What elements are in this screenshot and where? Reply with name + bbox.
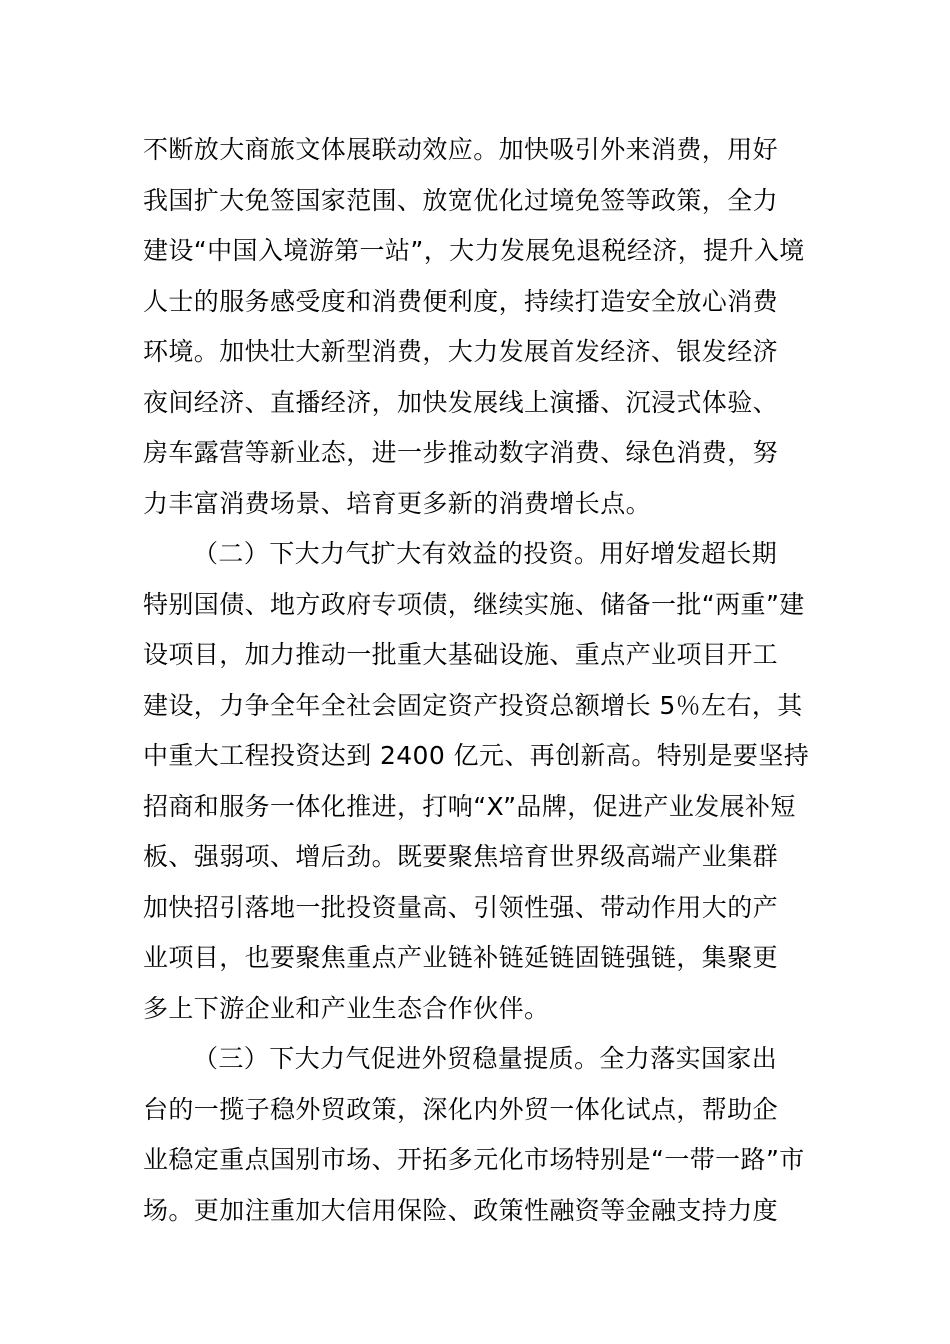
paragraph-heading-line: （三）下大力气促进外贸稳量提质。全力落实国家出 [193,1044,778,1073]
text-line: 业稳定重点国别市场、开拓多元化市场特别是“一带一路”市 [143,1145,805,1174]
text-line: 特别国债、地方政府专项债，继续实施、储备一批“两重”建 [143,589,805,619]
text-line: 人士的服务感受度和消费便利度，持续打造安全放心消费 [143,286,779,316]
text-line: 招商和服务一体化推进，打响“X”品牌，促进产业发展补短 [143,791,796,821]
text-line: 建设“中国入境游第一站”，大力发展免退税经济，提升入境 [143,236,805,265]
text-line: 夜间经济、直播经济，加快发展线上演播、沉浸式体验、 [143,387,779,417]
body-text [143,125,813,1236]
text-line: 中重大工程投资达到 2400 亿元、再创新高。特别是要坚持 [143,741,810,770]
text-line: 不断放大商旅文体展联动效应。加快吸引外来消费，用好 [143,135,779,164]
text-line: 设项目，加力推动一批重大基础设施、重点产业项目开工 [143,640,779,669]
text-line: 我国扩大免签国家范围、放宽优化过境免签等政策，全力 [143,185,779,215]
paragraph-heading-line: （二）下大力气扩大有效益的投资。用好增发超长期 [193,539,778,568]
text-line: 力丰富消费场景、培育更多新的消费增长点。 [143,488,652,518]
text-line: 多上下游企业和产业生态合作伙伴。 [143,993,550,1023]
text-line: 建设，力争全年全社会固定资产投资总额增长 5％左右，其 [143,690,803,720]
text-line: 台的一揽子稳外贸政策，深化内外贸一体化试点，帮助企 [143,1094,779,1124]
text-line: 环境。加快壮大新型消费，大力发展首发经济、银发经济 [143,337,779,366]
text-line: 业项目，也要聚焦重点产业链补链延链固链强链，集聚更 [143,943,779,972]
text-line: 房车露营等新业态，进一步推动数字消费、绿色消费，努 [143,438,779,467]
text-line: 场。更加注重加大信用保险、政策性融资等金融支持力度 [143,1195,779,1225]
text-line: 板、强弱项、增后劲。既要聚焦培育世界级高端产业集群 [143,842,779,871]
text-line: 加快招引落地一批投资量高、引领性强、带动作用大的产 [143,892,779,922]
